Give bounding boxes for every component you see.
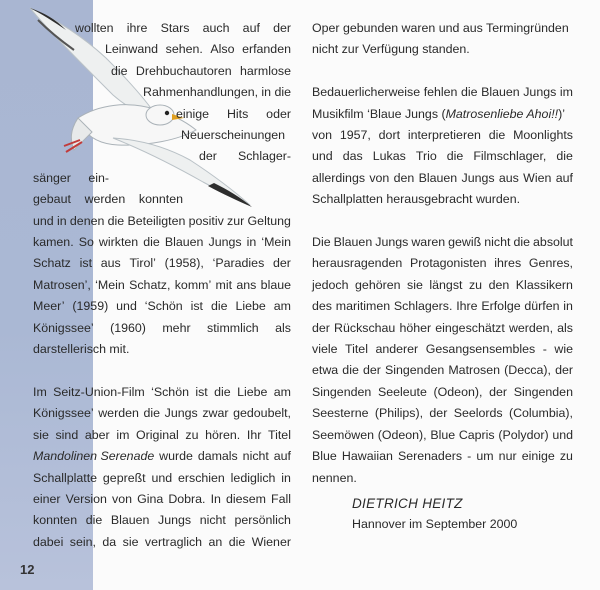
text-line: konnten die Blauen Jungs nicht persönlich — [33, 513, 291, 528]
page-number: 12 — [20, 562, 35, 577]
text-line: Oper gebunden waren und aus Termingründen — [312, 21, 569, 35]
text-line: der Schlager- — [199, 149, 291, 164]
text-line: sänger ein- — [33, 170, 109, 185]
text-line: nicht zur Verfügung standen. — [312, 42, 470, 57]
text-line: gebaut werden konnten — [33, 192, 183, 207]
text-line: von 1957, dort interpretieren die Moonlights — [312, 128, 573, 143]
text-line: Singenden Seeleute (Odeon), der Singenden — [312, 384, 573, 399]
text-line: Leinwand sehen. Also erfanden — [105, 42, 291, 57]
text-line: Schallplatten herausgebracht wurden. — [312, 192, 521, 207]
text-line: Meer’ (1959) und ‘Schön ist die Liebe am — [33, 299, 291, 314]
text-line: jedoch gehören sie längst zu den Klassikern — [312, 277, 573, 292]
text-line: Im Seitz-Union-Film ‘Schön ist die Liebe am — [33, 384, 291, 399]
text-line: Königssee’ werden die Jungs zwar gedoubelt, — [33, 406, 291, 421]
text-line: allerdings von den Blauen Jungs aus Wien auf — [312, 170, 573, 185]
text-line: wollten ihre Stars auch auf der — [75, 21, 291, 35]
author-name: DIETRICH HEITZ — [352, 495, 463, 511]
text-line: der Rückschau höher eingeschätzt werden, als — [312, 320, 573, 335]
text-line: und das Lukas Trio die Filmschlager, die — [312, 149, 573, 164]
text-line: Musikfilm ‘Blaue Jungs (Matrosenliebe Ahoi!!)’ — [312, 106, 565, 121]
text-line: Schallplatte gepreßt und erschien lediglich in — [33, 470, 291, 485]
text-line: Seesterne (Philips), der Seelords (Columbia), — [312, 406, 573, 421]
text-line: Blue Hawaiian Serenaders - um nur einige zu — [312, 449, 573, 464]
text-line: Rahmenhandlungen, in die — [143, 85, 291, 100]
text-line: herausragenden Protagonisten ihres Genres, — [312, 256, 573, 271]
text-line: Seemöwen (Odeon), Blue Capris (Polydor) und — [312, 427, 573, 442]
song-title: Mandolinen Serenade — [33, 449, 155, 464]
text-line: kamen. So wirkten die Blauen Jungs in ‘Mein — [33, 235, 291, 250]
text-line: etwa die der Singenden Matrosen (Decca), der — [312, 363, 573, 378]
text-line: Schatz ist aus Tirol’ (1958), ‘Paradies der — [33, 256, 291, 271]
text-line: sie sind aber im Original zu hören. Ihr Titel — [33, 427, 291, 442]
text-line: einige Hits oder — [176, 106, 291, 121]
text-line: Matrosen’, ‘Mein Schatz, komm’ mit ans blaue — [33, 277, 291, 292]
text-line: des maritimen Schlagers. Ihre Erfolge dürfen in — [312, 299, 573, 314]
film-subtitle: Matrosenliebe Ahoi!! — [445, 106, 559, 121]
left-text-column — [33, 18, 291, 553]
text-line: darstellerisch mit. — [33, 342, 130, 357]
text-line: nennen. — [312, 470, 357, 485]
place-date: Hannover im September 2000 — [352, 517, 518, 532]
text-line: dabei sein, da sie vertraglich an die Wiener — [33, 534, 291, 549]
text-line: Die Blauen Jungs waren gewiß nicht die absolut — [312, 235, 573, 250]
text-line: Königssee’ (1960) mehr stimmlich als — [33, 320, 291, 335]
text-line: die Drehbuchautoren harmlose — [111, 63, 291, 78]
text-line: Mandolinen Serenade wurde damals nicht auf — [33, 446, 291, 467]
text-line: Bedauerlicherweise fehlen die Blauen Jungs im — [312, 85, 573, 100]
right-text-column — [312, 18, 573, 536]
text-line: Neuerscheinungen — [181, 128, 286, 143]
text-line: einer Version von Gina Dobra. In diesem Fall — [33, 491, 291, 506]
text-line: viele Titel anderer Gesangsensembles - wie — [312, 342, 573, 357]
text-line: und in denen die Beteiligten positiv zur Geltung — [33, 213, 291, 228]
